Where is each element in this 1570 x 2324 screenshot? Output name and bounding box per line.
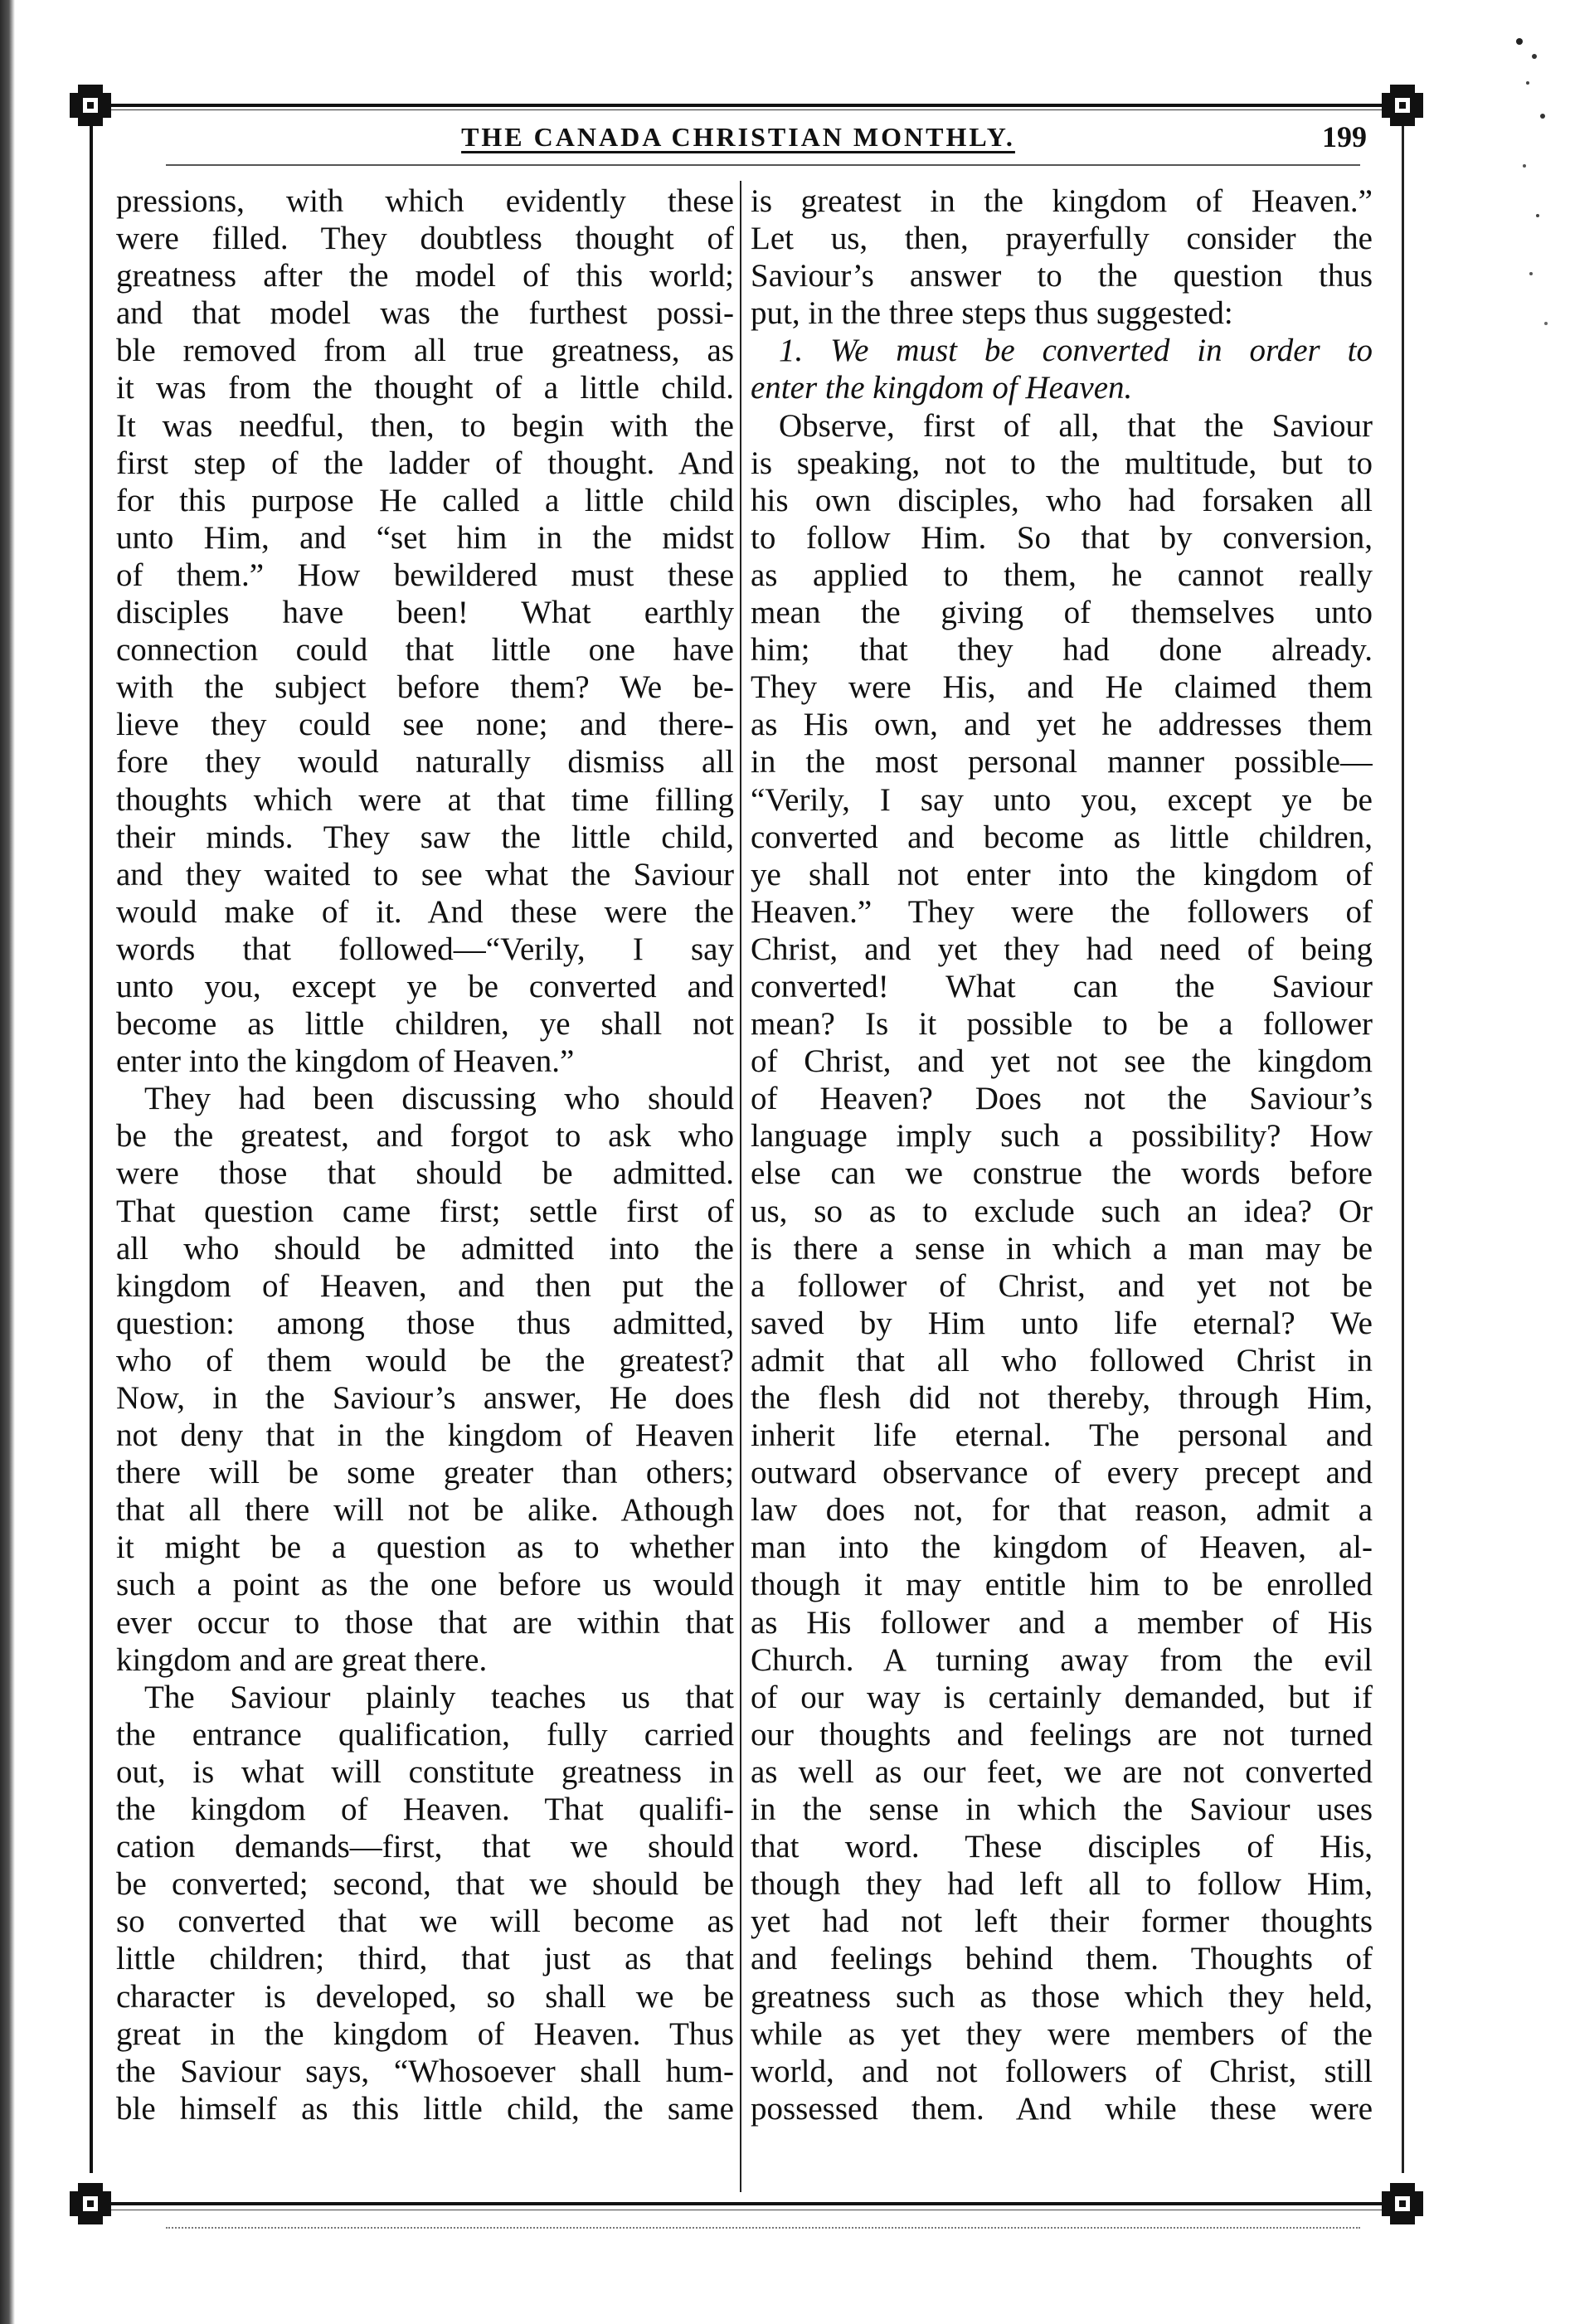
text-line: in the most personal manner possible— — [751, 744, 1373, 780]
text-line: is speaking, not to the multitude, but to — [751, 445, 1373, 481]
text-line: ye shall not enter into the kingdom of — [751, 856, 1373, 892]
text-line: converted and become as little children, — [751, 819, 1373, 855]
text-line: Saviour’s answer to the question thus — [751, 258, 1373, 294]
text-line: saved by Him unto life eternal? We — [751, 1305, 1373, 1341]
text-line: converted! What can the Saviour — [751, 968, 1373, 1004]
text-line: greatness such as those which they held, — [751, 1978, 1373, 2015]
text-line: Let us, then, prayerfully consider the — [751, 221, 1373, 257]
text-line: admit that all who followed Christ in — [751, 1342, 1373, 1378]
text-line: such a point as the one before us would — [116, 1567, 734, 1603]
text-line: Christ, and yet they had need of being — [751, 931, 1373, 967]
frame-top-thin-rule — [91, 109, 1410, 110]
text-line: great in the kingdom of Heaven. Thus — [116, 2015, 734, 2052]
text-line: the kingdom of Heaven. That qualifi- — [116, 1792, 734, 1828]
text-line: the entrance qualification, fully carried — [116, 1716, 734, 1753]
text-line: Now, in the Saviour’s answer, He does — [116, 1380, 734, 1416]
text-line: and feelings behind them. Thoughts of — [751, 1941, 1373, 1977]
text-line: of Heaven? Does not the Saviour’s — [751, 1081, 1373, 1117]
text-line: there will be some greater than others; — [116, 1455, 734, 1491]
text-line: put, in the three steps thus suggested: — [751, 295, 1233, 332]
text-line: it was from the thought of a little child. — [116, 370, 734, 406]
text-line: for this purpose He called a little child — [116, 482, 734, 518]
text-line: not deny that in the kingdom of Heaven — [116, 1417, 734, 1454]
text-line: yet had not left their former thoughts — [751, 1903, 1373, 1940]
text-line: inherit life eternal. The personal and — [751, 1417, 1373, 1454]
text-line: fore they would naturally dismiss all — [116, 744, 734, 780]
text-line: question: among those thus admitted, — [116, 1305, 734, 1341]
text-line: though they had left all to follow Him, — [751, 1866, 1373, 1903]
text-line: be converted; second, that we should be — [116, 1866, 734, 1903]
text-line: pressions, with which evidently these — [116, 183, 734, 219]
text-line: enter into the kingdom of Heaven.” — [116, 1043, 575, 1080]
text-line: connection could that little one have — [116, 632, 734, 669]
text-line: him; that they had done already. — [751, 632, 1373, 669]
text-line: outward observance of every precept and — [751, 1455, 1373, 1491]
text-line: the flesh did not thereby, through Him, — [751, 1380, 1373, 1416]
text-line: world, and not followers of Christ, still — [751, 2053, 1373, 2089]
text-line: Heaven.” They were the followers of — [751, 893, 1373, 930]
text-line: that all there will not be alike. Athough — [116, 1492, 734, 1529]
text-line: his own disciples, who had forsaken all — [751, 482, 1373, 518]
text-line: ble removed from all true greatness, as — [116, 333, 734, 369]
column-divider — [740, 181, 741, 2192]
text-line: while as yet they were members of the — [751, 2015, 1373, 2052]
text-line: is greatest in the kingdom of Heaven.” — [751, 183, 1373, 219]
text-line: as His follower and a member of His — [751, 1604, 1373, 1641]
text-line: so converted that we will become as — [116, 1903, 734, 1940]
page-edge-shadow — [0, 0, 15, 2324]
text-line: language imply such a possibility? How — [751, 1118, 1373, 1155]
text-line: 1. We must be converted in order to — [779, 333, 1373, 369]
text-line: They had been discussing who should — [144, 1081, 734, 1117]
text-line: greatness after the model of this world; — [116, 258, 734, 294]
text-line: unto you, except ye be converted and — [116, 968, 734, 1004]
margin-specks — [1509, 25, 1559, 373]
text-line: our thoughts and feelings are not turned — [751, 1716, 1373, 1753]
text-line: man into the kingdom of Heaven, al- — [751, 1529, 1373, 1566]
text-line: words that followed—“Verily, I say — [116, 931, 734, 967]
text-line: all who should be admitted into the — [116, 1230, 734, 1267]
text-line: to follow Him. So that by conversion, — [751, 519, 1373, 556]
text-line: possessed them. And while these were — [751, 2090, 1373, 2127]
text-line: the Saviour says, “Whosoever shall hum- — [116, 2053, 734, 2089]
text-line: were filled. They doubtless thought of — [116, 221, 734, 257]
text-line: with the subject before them? We be- — [116, 669, 734, 706]
frame-top-rule — [91, 104, 1410, 107]
text-line: were those that should be admitted. — [116, 1155, 734, 1192]
text-line: That question came first; settle first of — [116, 1193, 734, 1229]
text-line: They were His, and He claimed them — [751, 669, 1373, 706]
text-line: and that model was the furthest possi- — [116, 295, 734, 332]
frame-left-rule — [90, 124, 93, 2173]
frame-right-rule — [1402, 124, 1404, 2173]
corner-ornament-icon — [66, 2180, 114, 2228]
text-line: cation demands—first, that we should — [116, 1829, 734, 1865]
text-line: and they waited to see what the Saviour — [116, 856, 734, 892]
page-number: 199 — [1322, 120, 1367, 153]
text-line: ever occur to those that are within that — [116, 1604, 734, 1641]
text-line: Church. A turning away from the evil — [751, 1641, 1373, 1678]
text-line: would make of it. And these were the — [116, 893, 734, 930]
corner-ornament-icon — [1378, 81, 1427, 129]
text-line: it might be a question as to whether — [116, 1529, 734, 1566]
text-line: as His own, and yet he addresses them — [751, 707, 1373, 743]
text-line: is there a sense in which a man may be — [751, 1230, 1373, 1267]
text-line: disciples have been! What earthly — [116, 595, 734, 631]
text-line: unto Him, and “set him in the midst — [116, 519, 734, 556]
text-line: out, is what will constitute greatness in — [116, 1753, 734, 1790]
text-line: as well as our feet, we are not converted — [751, 1753, 1373, 1790]
text-line: “Verily, I say unto you, except ye be — [751, 781, 1373, 818]
text-line: mean the giving of themselves unto — [751, 595, 1373, 631]
header-rule — [166, 164, 1360, 166]
corner-ornament-icon — [66, 81, 114, 129]
text-line: else can we construe the words before — [751, 1155, 1373, 1192]
corner-ornament-icon — [1378, 2180, 1427, 2228]
footer-rule — [166, 2227, 1360, 2235]
text-line: thoughts which were at that time filling — [116, 781, 734, 818]
text-line: be the greatest, and forgot to ask who — [116, 1118, 734, 1155]
text-line: of them.” How bewildered must these — [116, 557, 734, 593]
text-line: of our way is certainly demanded, but if — [751, 1679, 1373, 1715]
text-line: law does not, for that reason, admit a — [751, 1492, 1373, 1529]
text-line: that word. These disciples of His, — [751, 1829, 1373, 1865]
running-title: THE CANADA CHRISTIAN MONTHLY. — [461, 122, 1015, 152]
text-line: The Saviour plainly teaches us that — [144, 1679, 734, 1715]
text-line: character is developed, so shall we be — [116, 1978, 734, 2015]
text-line: kingdom of Heaven, and then put the — [116, 1267, 734, 1304]
text-line: Observe, first of all, that the Saviour — [779, 407, 1373, 444]
text-line: though it may entitle him to be enrolled — [751, 1567, 1373, 1603]
text-line: enter the kingdom of Heaven. — [751, 370, 1133, 406]
text-line: in the sense in which the Saviour uses — [751, 1792, 1373, 1828]
right-column — [751, 182, 1373, 2181]
frame-bottom-rule — [91, 2202, 1410, 2205]
text-line: their minds. They saw the little child, — [116, 819, 734, 855]
text-line: first step of the ladder of thought. And — [116, 445, 734, 481]
text-line: ble himself as this little child, the same — [116, 2090, 734, 2127]
text-line: who of them would be the greatest? — [116, 1342, 734, 1378]
text-line: It was needful, then, to begin with the — [116, 407, 734, 444]
text-line: of Christ, and yet not see the kingdom — [751, 1043, 1373, 1080]
text-line: lieve they could see none; and there- — [116, 707, 734, 743]
left-column — [116, 182, 734, 2181]
text-line: as applied to them, he cannot really — [751, 557, 1373, 593]
text-line: a follower of Christ, and yet not be — [751, 1267, 1373, 1304]
text-line: us, so as to exclude such an idea? Or — [751, 1193, 1373, 1229]
text-line: kingdom and are great there. — [116, 1641, 488, 1678]
text-line: become as little children, ye shall not — [116, 1006, 734, 1043]
text-line: little children; third, that just as that — [116, 1941, 734, 1977]
text-line: mean? Is it possible to be a follower — [751, 1006, 1373, 1043]
